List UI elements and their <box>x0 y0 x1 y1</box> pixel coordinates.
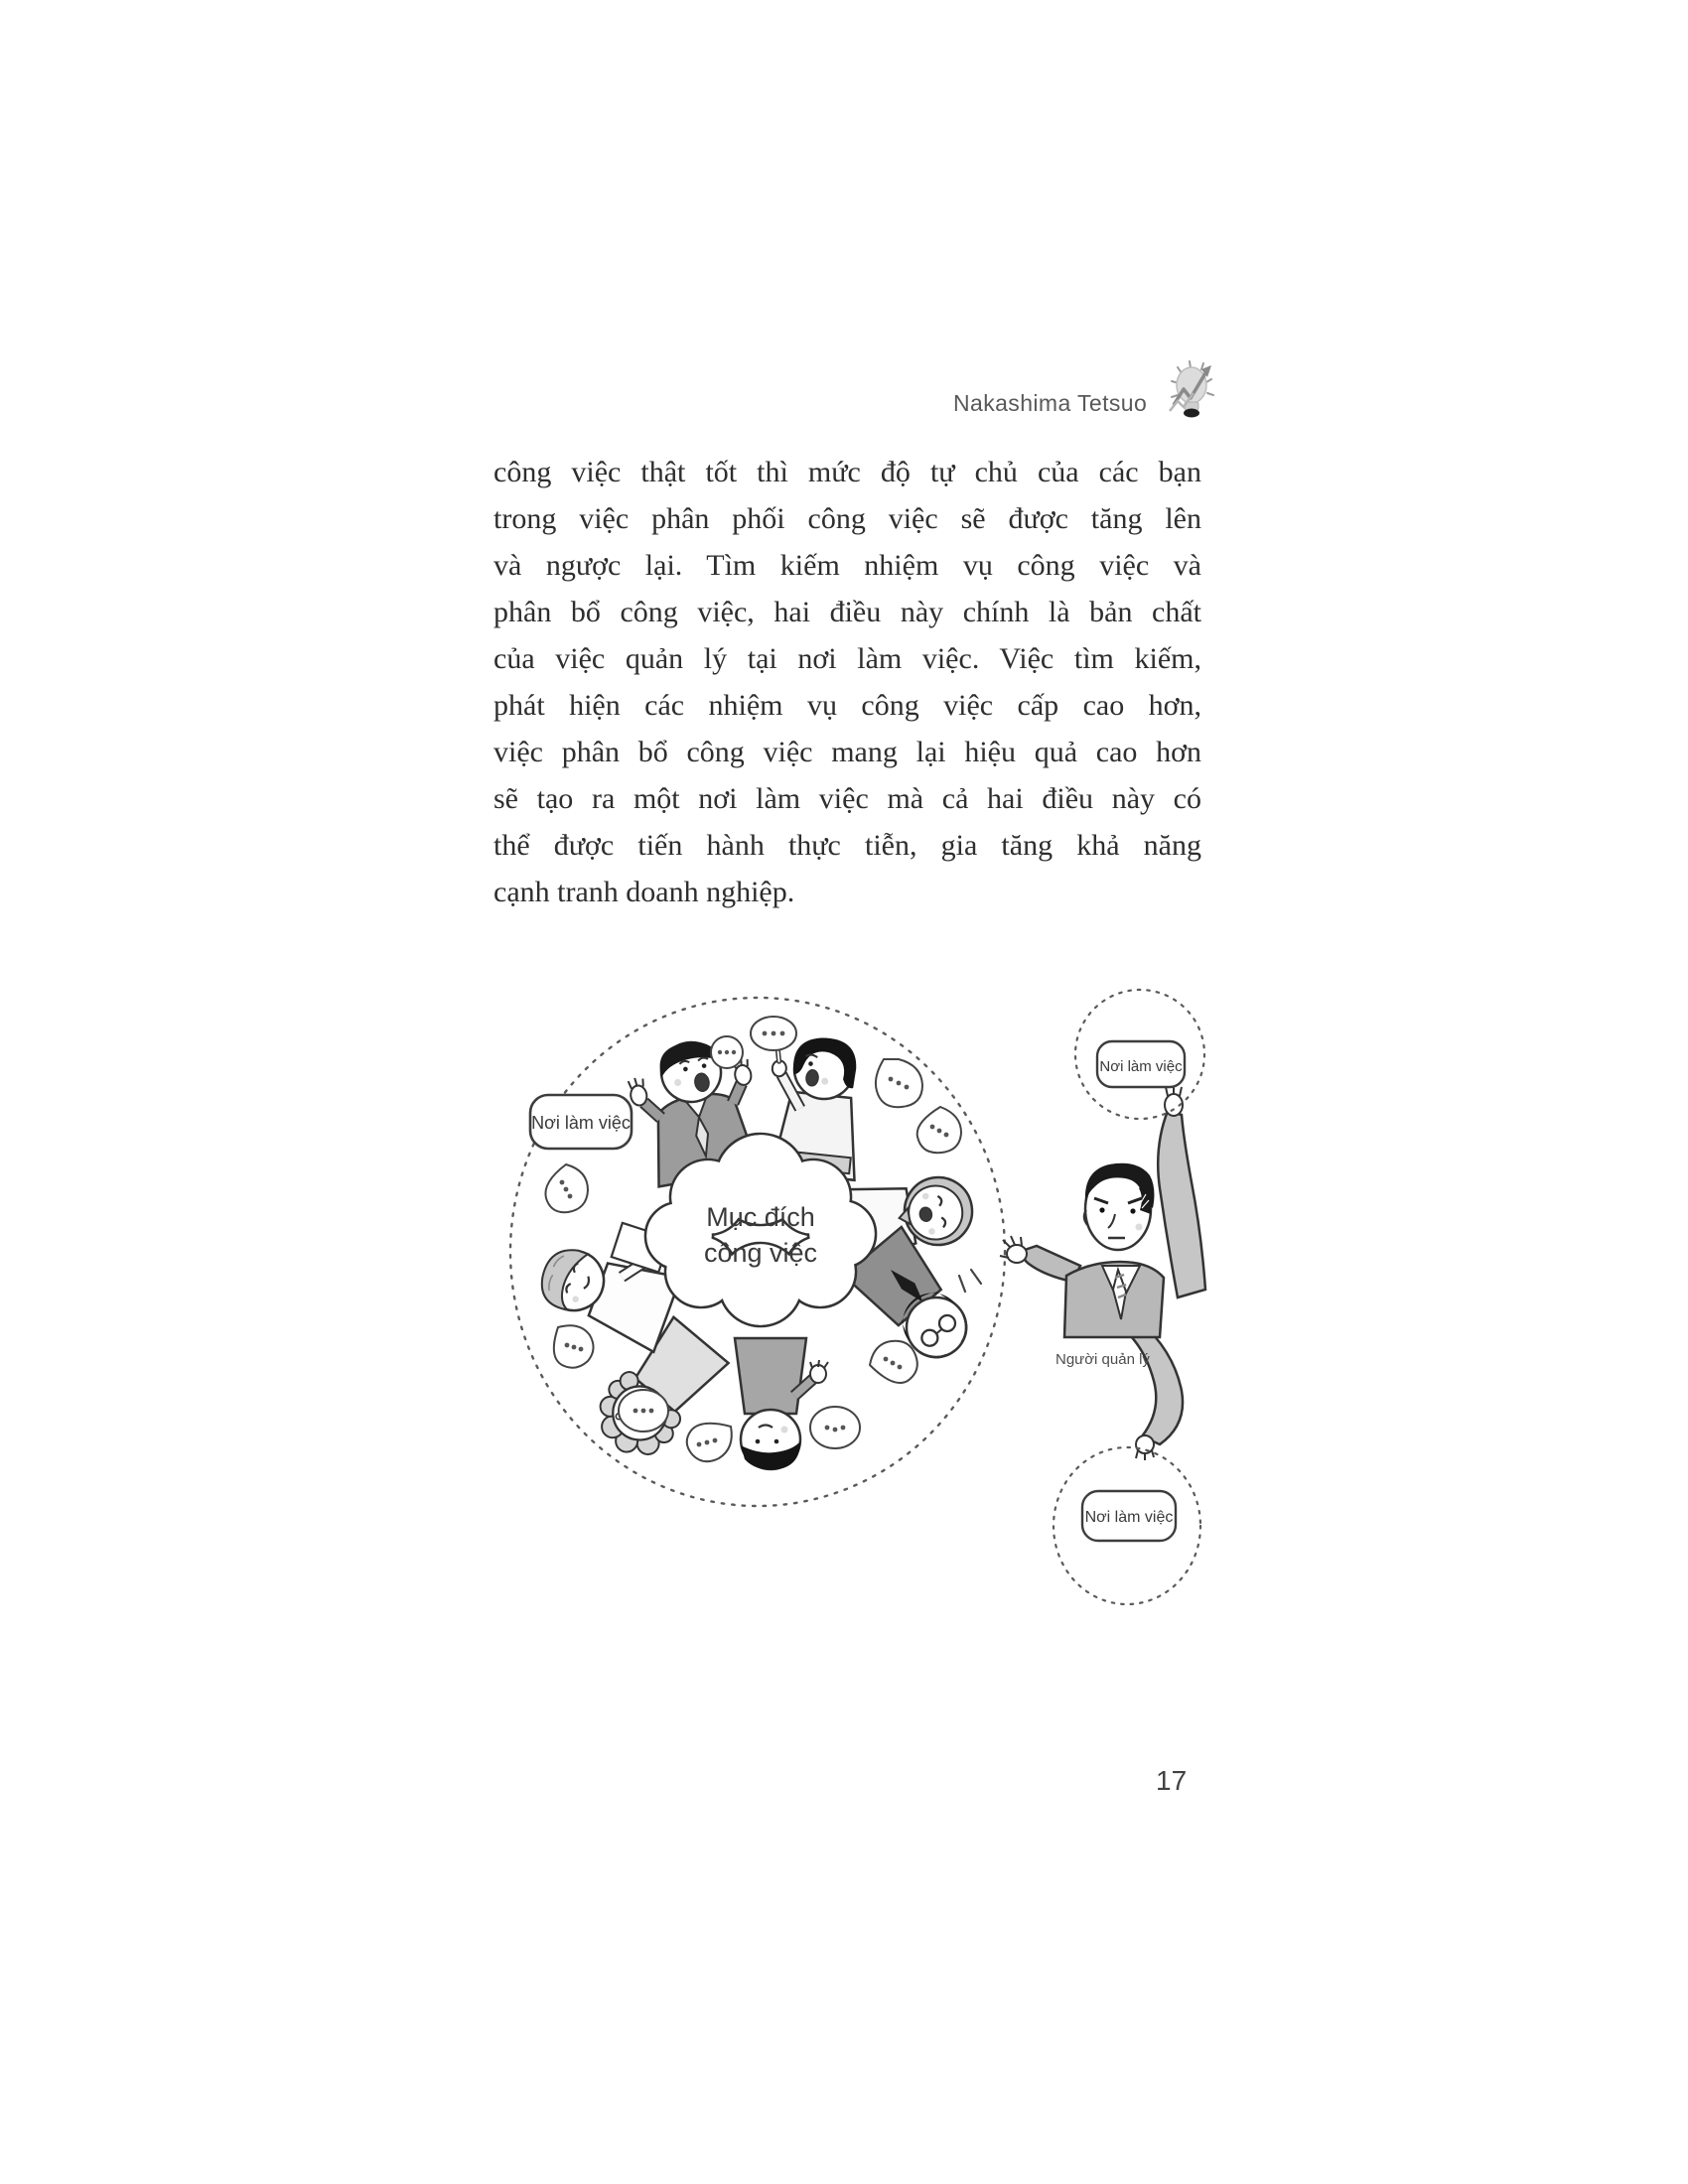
paragraph-line: phát hiện các nhiệm vụ công việc cấp cao hơn, <box>493 689 1201 722</box>
lightbulb-arrow-icon <box>1164 355 1219 423</box>
hand-icon <box>810 1360 828 1383</box>
workplace-circle-top-right <box>1075 990 1204 1119</box>
workplace-label-left <box>530 1095 632 1149</box>
cloud-label-line1: Mục đích <box>706 1202 815 1232</box>
svg-text:Nơi làm việc: Nơi làm việc <box>531 1113 631 1133</box>
hand-icon <box>628 1076 648 1106</box>
page-number: 17 <box>1156 1765 1188 1796</box>
paragraph-line: việc phân bổ công việc mang lại hiệu quả cao hơn <box>493 736 1201 768</box>
paragraph <box>493 449 1201 915</box>
svg-text:Nơi làm việc: Nơi làm việc <box>1099 1058 1183 1075</box>
svg-text:Nơi làm việc: Nơi làm việc <box>1084 1509 1174 1526</box>
paragraph-line: trong việc phân phối công việc sẽ được tăng lên <box>493 502 1201 535</box>
motion-marks <box>959 1270 981 1292</box>
workplace-circle-bottom-right <box>1054 1447 1200 1604</box>
paragraph-line: phân bổ công việc, hai điều này chính là bản chất <box>493 596 1201 628</box>
hand-icon <box>1000 1236 1027 1263</box>
manager-label: Người quản lý <box>1055 1351 1150 1368</box>
header-author: Nakashima Tetsuo <box>953 390 1148 416</box>
paragraph-line: công việc thật tốt thì mức độ tự chủ của các bạn <box>493 456 1201 488</box>
worker-man-bottom <box>735 1338 828 1470</box>
paragraph-line: cạnh tranh doanh nghiệp. <box>493 876 795 908</box>
manager-figure <box>1000 1085 1205 1460</box>
paragraph-line: sẽ tạo ra một nơi làm việc mà cả hai điều này có <box>493 782 1201 815</box>
hand-icon <box>1165 1085 1183 1116</box>
workplace-illustration <box>496 978 1231 1673</box>
paragraph-line: thể được tiến hành thực tiễn, gia tăng khả năng <box>493 829 1201 862</box>
paragraph-line: và ngược lại. Tìm kiếm nhiệm vụ công việc và <box>493 549 1201 582</box>
paragraph-line: của việc quản lý tại nơi làm việc. Việc tìm kiếm, <box>493 642 1201 675</box>
cloud-label-line2: công việc <box>703 1238 818 1268</box>
